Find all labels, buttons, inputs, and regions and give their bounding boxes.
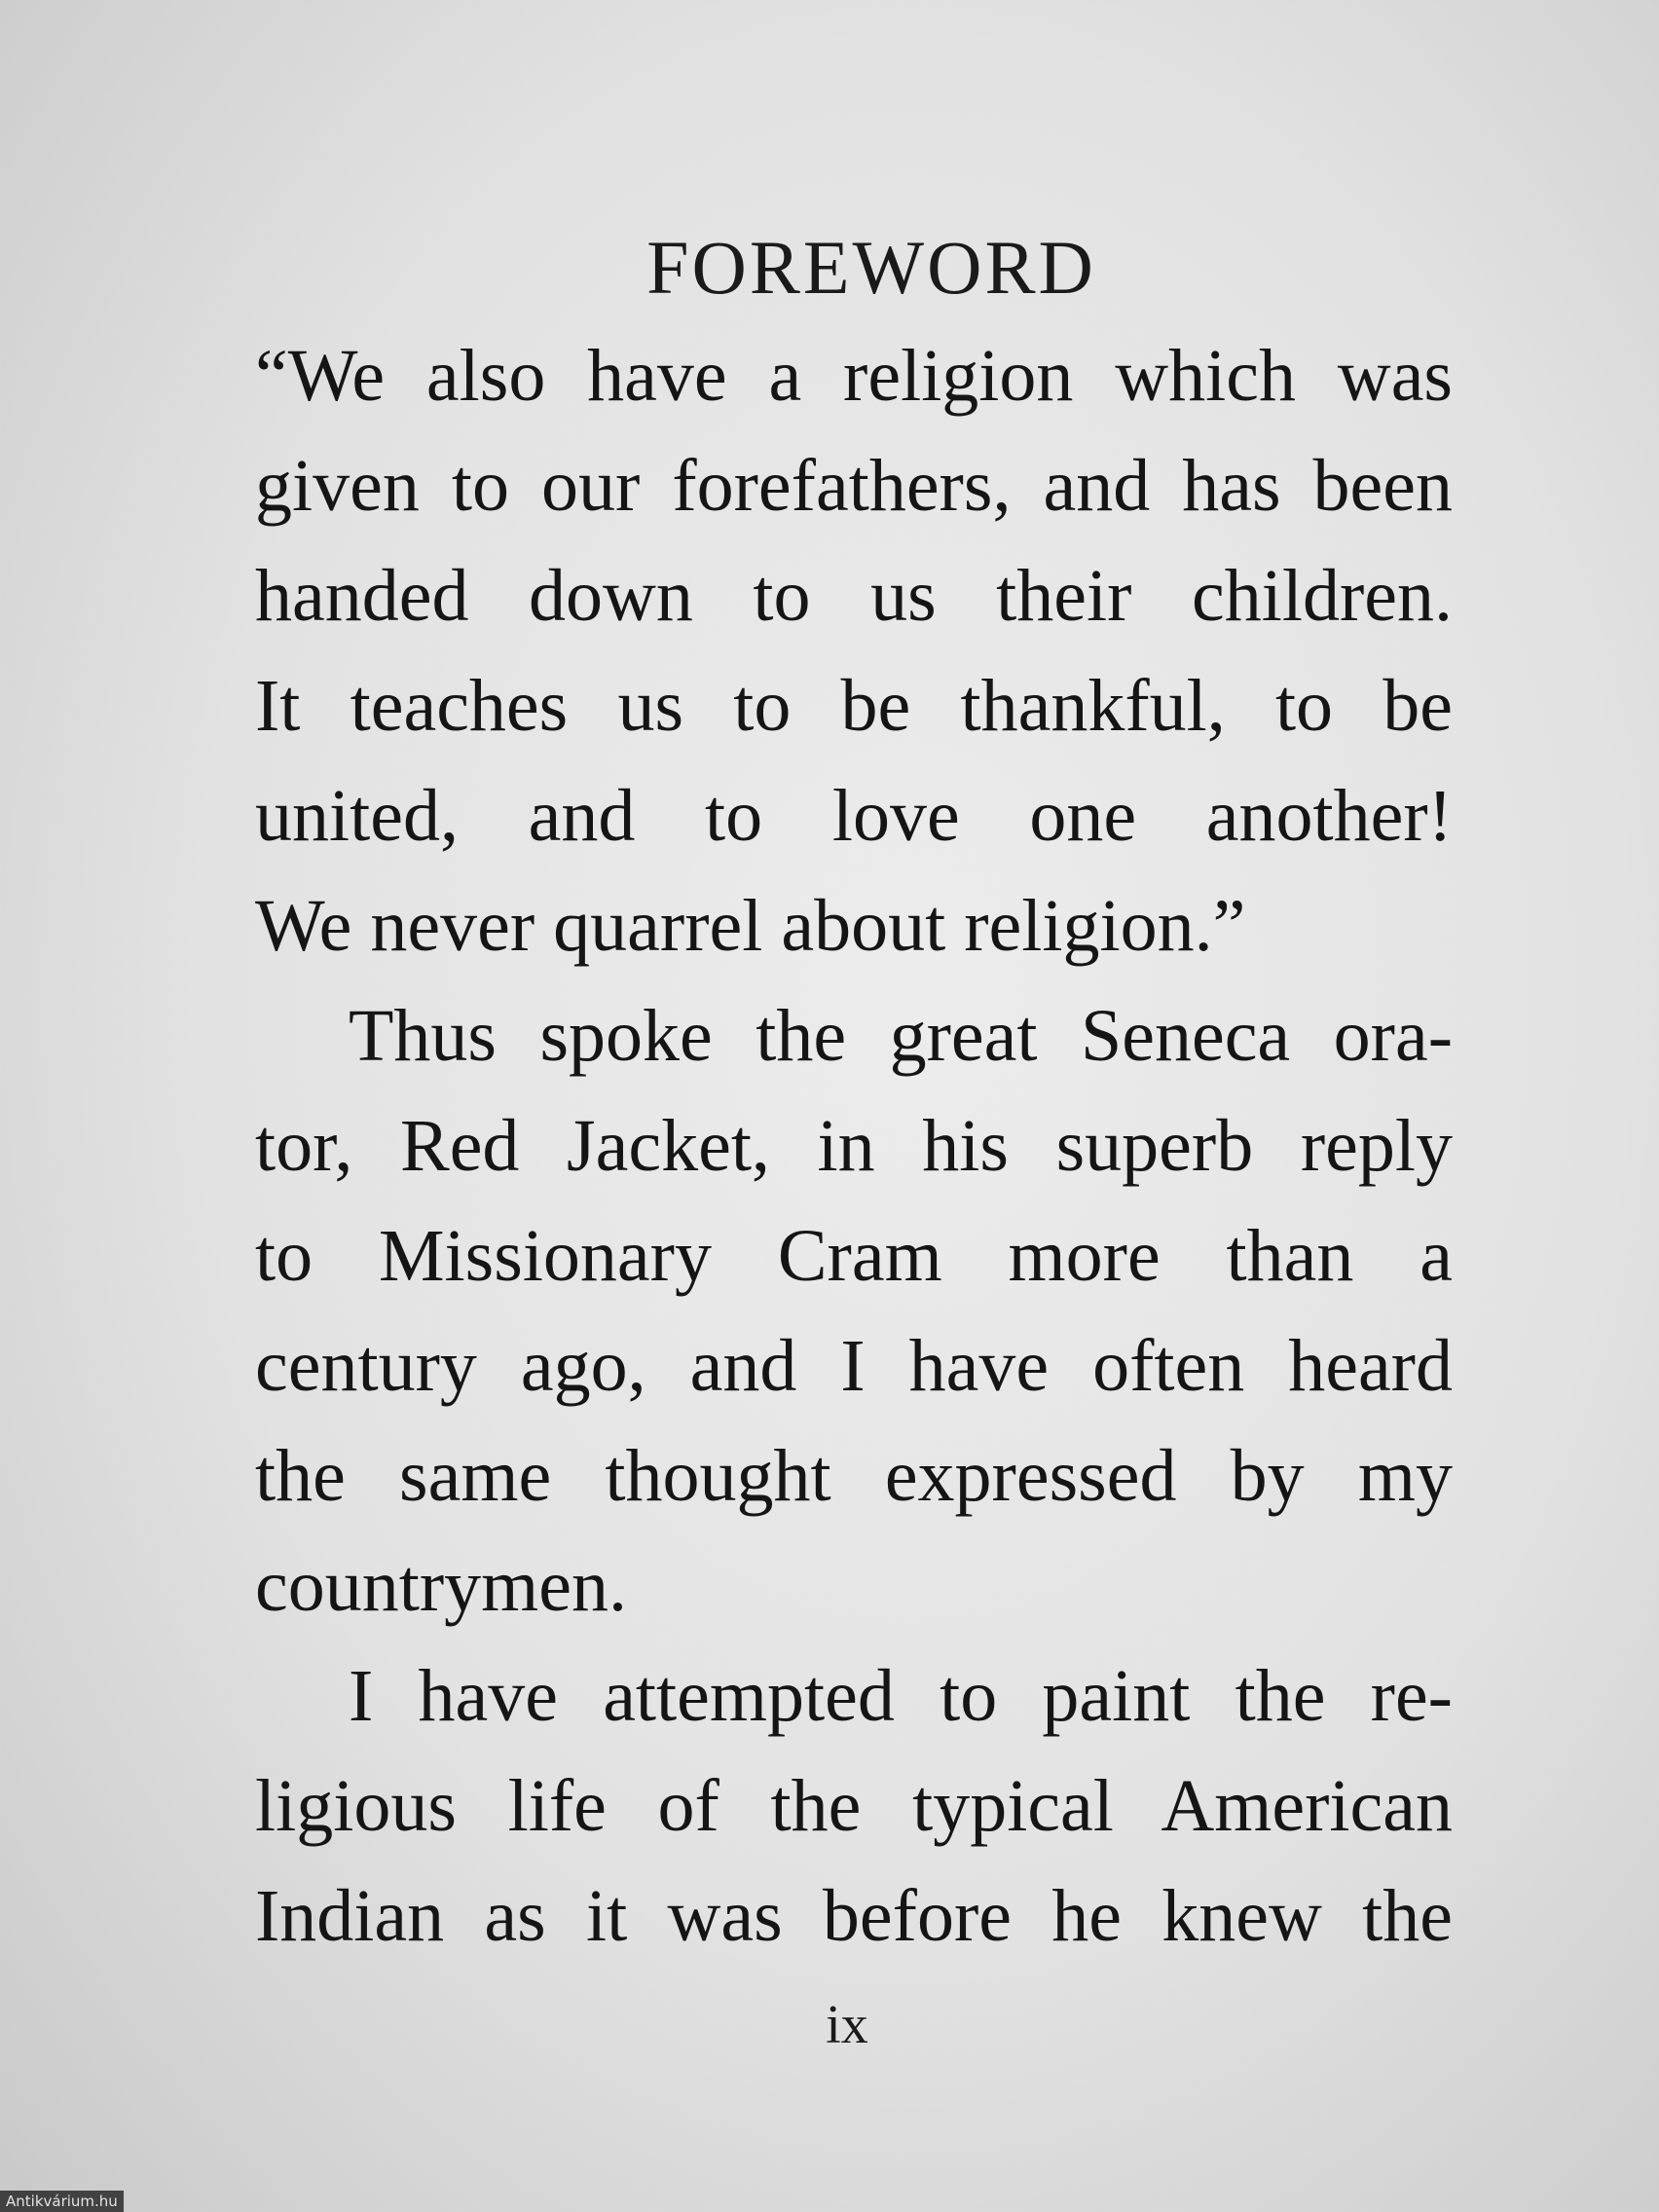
text-line: century ago, and I have often heard bbox=[255, 1325, 1453, 1407]
page-number: ix bbox=[826, 1995, 868, 2055]
text-line: Thus spoke the great Seneca ora- bbox=[349, 995, 1453, 1077]
text-line: I have attempted to paint the re- bbox=[349, 1655, 1453, 1737]
text-line: handed down to us their children. bbox=[255, 555, 1453, 637]
foreword-text bbox=[255, 321, 1453, 1972]
watermark-logo: Antikvárium.hu bbox=[0, 2191, 124, 2212]
text-line: united, and to love one another! bbox=[255, 775, 1453, 857]
text-line: It teaches us to be thankful, to be bbox=[255, 665, 1453, 747]
paragraph-seneca-orator bbox=[255, 981, 1453, 1641]
text-line: the same thought expressed by my bbox=[255, 1435, 1453, 1517]
paragraph-red-jacket-quote bbox=[255, 321, 1453, 981]
text-line: countrymen. bbox=[255, 1545, 628, 1627]
text-line: tor, Red Jacket, in his superb reply bbox=[255, 1105, 1453, 1187]
paragraph-religious-life bbox=[255, 1641, 1453, 1972]
text-line: We never quarrel about religion.” bbox=[255, 885, 1246, 967]
text-line: “We also have a religion which was bbox=[255, 335, 1453, 417]
text-line: ligious life of the typical American bbox=[255, 1765, 1453, 1847]
text-line: given to our forefathers, and has been bbox=[255, 445, 1453, 527]
page-title: FOREWORD bbox=[646, 225, 1096, 311]
text-line: to Missionary Cram more than a bbox=[255, 1215, 1453, 1297]
text-line: Indian as it was before he knew the bbox=[255, 1875, 1453, 1957]
